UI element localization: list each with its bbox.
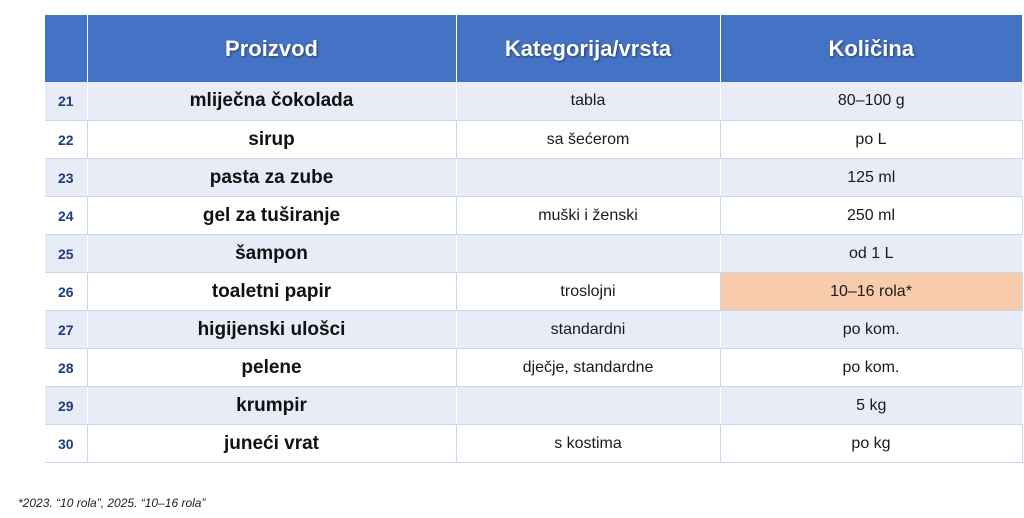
category-cell: troslojni [456,273,720,311]
product-cell: juneći vrat [87,425,456,463]
quantity-cell: po kom. [720,311,1022,349]
category-cell [456,235,720,273]
table-header-row [45,15,1022,82]
category-cell: s kostima [456,425,720,463]
quantity-cell: po kg [720,425,1022,463]
quantity-cell: od 1 L [720,235,1022,273]
product-cell: krumpir [87,387,456,425]
product-table [45,15,1023,463]
row-number: 30 [45,425,87,463]
row-number: 24 [45,197,87,235]
row-number: 26 [45,273,87,311]
table-row [45,197,1022,235]
table-row [45,311,1022,349]
category-cell: muški i ženski [456,197,720,235]
footnote: *2023. “10 rola”, 2025. “10–16 rola” [18,496,206,510]
quantity-cell: 80–100 g [720,82,1022,121]
row-number: 25 [45,235,87,273]
product-cell: toaletni papir [87,273,456,311]
table-row [45,387,1022,425]
table-row [45,349,1022,387]
quantity-cell: po L [720,121,1022,159]
table-row [45,159,1022,197]
product-cell: šampon [87,235,456,273]
table-row [45,82,1022,121]
category-cell [456,387,720,425]
header-product: Proizvod [87,15,456,82]
product-cell: gel za tuširanje [87,197,456,235]
table-row [45,235,1022,273]
category-cell: standardni [456,311,720,349]
product-cell: pelene [87,349,456,387]
product-cell: mliječna čokolada [87,82,456,121]
row-number: 28 [45,349,87,387]
quantity-cell: 125 ml [720,159,1022,197]
product-cell: pasta za zube [87,159,456,197]
category-cell: dječje, standardne [456,349,720,387]
quantity-cell: po kom. [720,349,1022,387]
row-number: 22 [45,121,87,159]
row-number: 29 [45,387,87,425]
quantity-cell: 250 ml [720,197,1022,235]
table-row [45,425,1022,463]
header-number [45,15,87,82]
row-number: 23 [45,159,87,197]
category-cell: sa šećerom [456,121,720,159]
quantity-cell: 5 kg [720,387,1022,425]
quantity-cell: 10–16 rola* [720,273,1022,311]
category-cell [456,159,720,197]
table-row [45,121,1022,159]
header-quantity: Količina [720,15,1022,82]
header-category: Kategorija/vrsta [456,15,720,82]
row-number: 27 [45,311,87,349]
table-row [45,273,1022,311]
category-cell: tabla [456,82,720,121]
row-number: 21 [45,82,87,121]
product-cell: sirup [87,121,456,159]
product-cell: higijenski ulošci [87,311,456,349]
